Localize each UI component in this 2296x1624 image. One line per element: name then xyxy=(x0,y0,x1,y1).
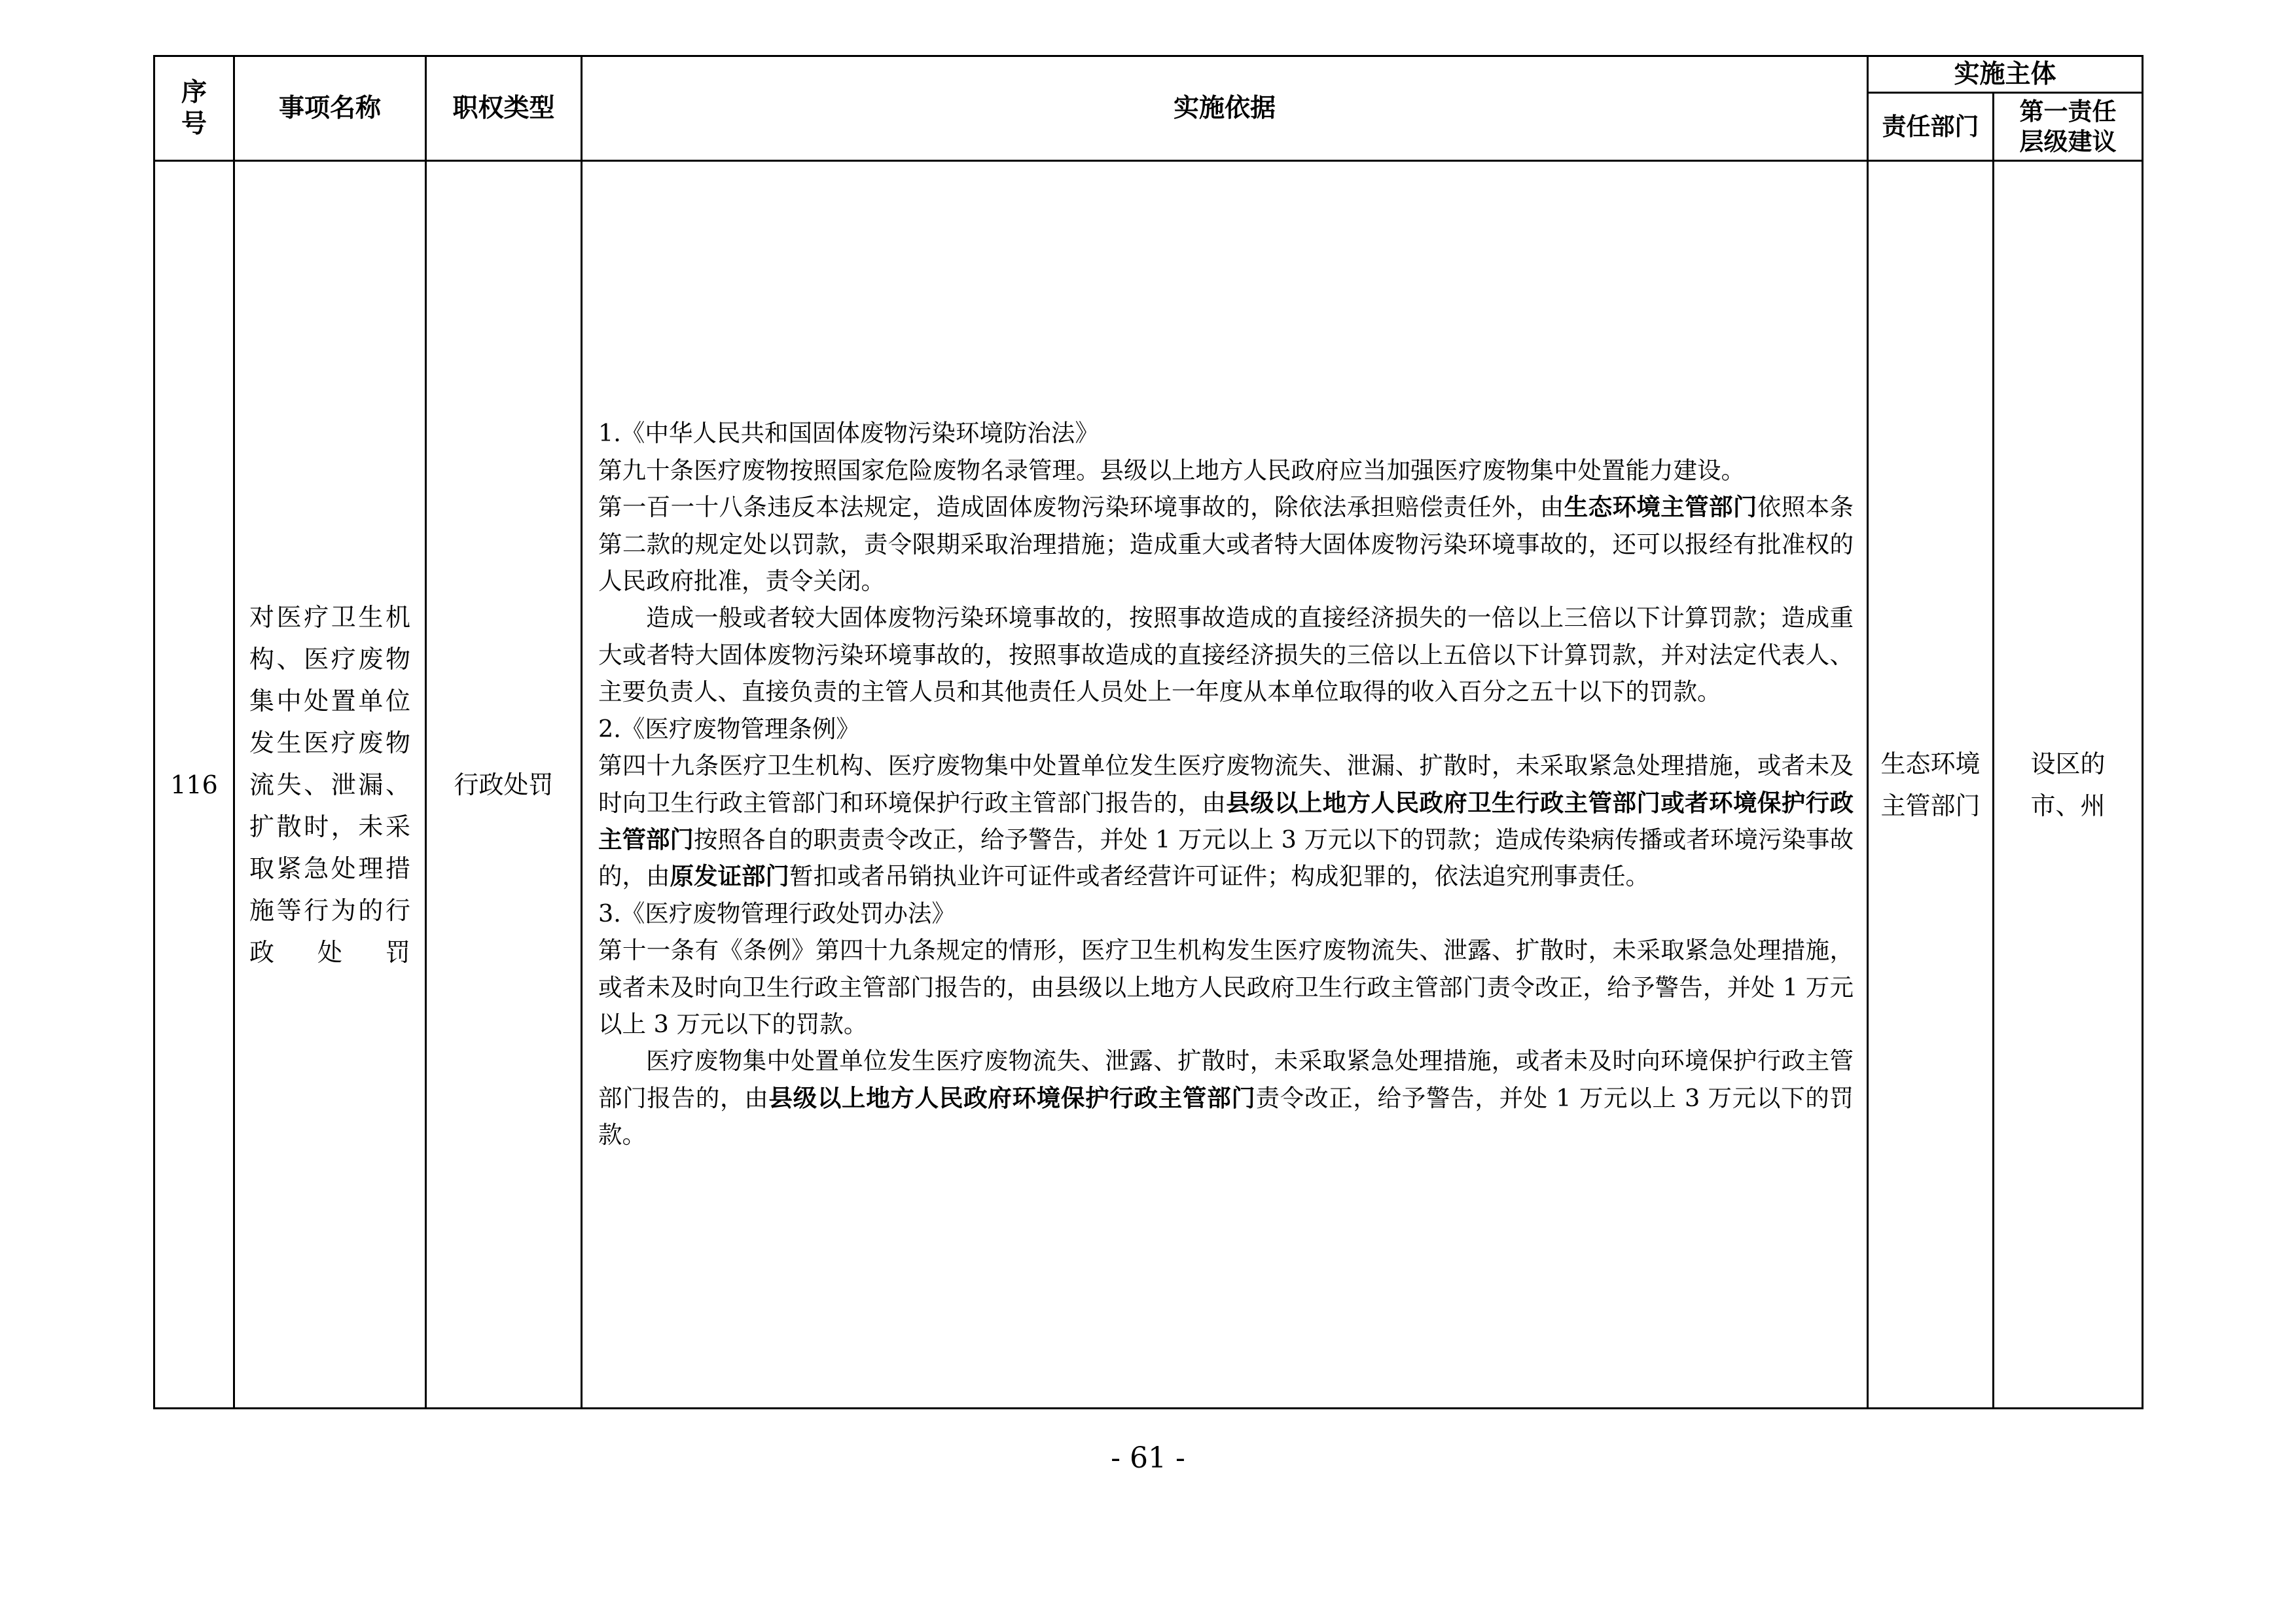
basis-law3-para2-text-a: 医疗废物集中处置单位发生医疗废物流失、泄露、扩散时，未采取紧急处理措施，或者未及时向环境保护行政主管部门报告的，由 xyxy=(598,1047,1854,1112)
page-number: - 61 - xyxy=(1111,1441,1185,1475)
basis-law2-art49 xyxy=(598,748,1854,895)
basis-law2-art49-bold2: 原发证部门 xyxy=(670,862,789,891)
header-implementing-body: 实施主体 xyxy=(1868,56,2143,93)
header-seq xyxy=(154,56,234,161)
row-responsible-dept: 生态环境主管部门 xyxy=(1868,161,1994,1409)
basis-law1-art118-text-b: 依照本条第二款的规定处以罚款，责令限期采取治理措施；造成重大或者特大固体废物污染环境事故的，还可以报经有批准权的人民政府批准，责令关闭。 xyxy=(598,493,1854,596)
header-authority-type: 职权类型 xyxy=(426,56,582,161)
header-responsible-dept: 责任部门 xyxy=(1868,93,1994,161)
basis-law2-art49-bold1: 县级以上地方人民政府卫生行政主管部门或者环境保护行政主管部门 xyxy=(598,788,1854,854)
row-item-name: 对医疗卫生机构、医疗废物集中处置单位发生医疗废物流失、泄漏、扩散时，未采取紧急处理措施等行为的行政处罚 xyxy=(234,161,426,1409)
basis-law1-art118 xyxy=(598,489,1854,600)
row-first-level: 设区的市、州 xyxy=(1994,161,2143,1409)
basis-law1-art118-bold: 生态环境主管部门 xyxy=(1564,493,1757,522)
basis-law2-title: 2.《医疗废物管理条例》 xyxy=(598,714,860,743)
header-basis: 实施依据 xyxy=(582,56,1868,161)
authority-list-table xyxy=(153,55,2144,1409)
header-seq-line1: 序 xyxy=(181,77,207,107)
row-basis xyxy=(582,161,1868,1409)
header-first-level xyxy=(1994,93,2143,161)
row-seq: 116 xyxy=(154,161,234,1409)
basis-law1-title: 1.《中华人民共和国固体废物污染环境防治法》 xyxy=(598,419,1099,448)
basis-law3-title: 3.《医疗废物管理行政处罚办法》 xyxy=(598,899,956,928)
basis-law3-para2-bold: 县级以上地方人民政府环境保护行政主管部门 xyxy=(768,1083,1256,1112)
basis-law2-art49-text-b: 按照各自的职责责令改正，给予警告，并处 1 万元以上 3 万元以下的罚款；造成传染病传播或者环境污染事故的，由 xyxy=(598,825,1854,891)
basis-law2-art49-text-a: 第四十九条医疗卫生机构、医疗废物集中处置单位发生医疗废物流失、泄漏、扩散时，未采取紧急处理措施，或者未及时向卫生行政主管部门和环境保护行政主管部门报告的，由 xyxy=(598,751,1854,817)
basis-law2-art49-text-c: 暂扣或者吊销执业许可证件或者经营许可证件；构成犯罪的，依法追究刑事责任。 xyxy=(789,862,1649,891)
basis-law3-para2-text-b: 责令改正，给予警告，并处 1 万元以上 3 万元以下的罚款。 xyxy=(598,1083,1854,1149)
basis-law1-art118-para2: 造成一般或者较大固体废物污染环境事故的，按照事故造成的直接经济损失的一倍以上三倍以下计算罚款；造成重大或者特大固体废物污染环境事故的，按照事故造成的直接经济损失的三倍以上五倍以下计算罚款，并对法定代表人、主要负责人、直接负责的主管人员和其他责任人员处上一年度从本单位取得的收入百分之五十以下的罚款。 xyxy=(598,604,1854,706)
header-first-level-line2: 层级建议 xyxy=(2019,127,2117,156)
header-seq-line2: 号 xyxy=(181,109,207,139)
basis-law1-art118-text-a: 第一百一十八条违反本法规定，造成固体废物污染环境事故的，除依法承担赔偿责任外，由 xyxy=(598,493,1564,522)
basis-law3-art11: 第十一条有《条例》第四十九条规定的情形，医疗卫生机构发生医疗废物流失、泄露、扩散时，未采取紧急处理措施，或者未及时向卫生行政主管部门报告的，由县级以上地方人民政府卫生行政主管部门责令改正，给予警告，并处 1 万元以上 3 万元以下的罚款。 xyxy=(598,936,1854,1038)
table-row xyxy=(154,161,2143,1409)
basis-law3-para2 xyxy=(598,1043,1854,1153)
basis-law1-art90: 第九十条医疗废物按照国家危险废物名录管理。县级以上地方人民政府应当加强医疗废物集中处置能力建设。 xyxy=(598,456,1745,484)
row-authority-type: 行政处罚 xyxy=(426,161,582,1409)
header-first-level-line1: 第一责任 xyxy=(2019,97,2117,126)
header-item-name: 事项名称 xyxy=(234,56,426,161)
